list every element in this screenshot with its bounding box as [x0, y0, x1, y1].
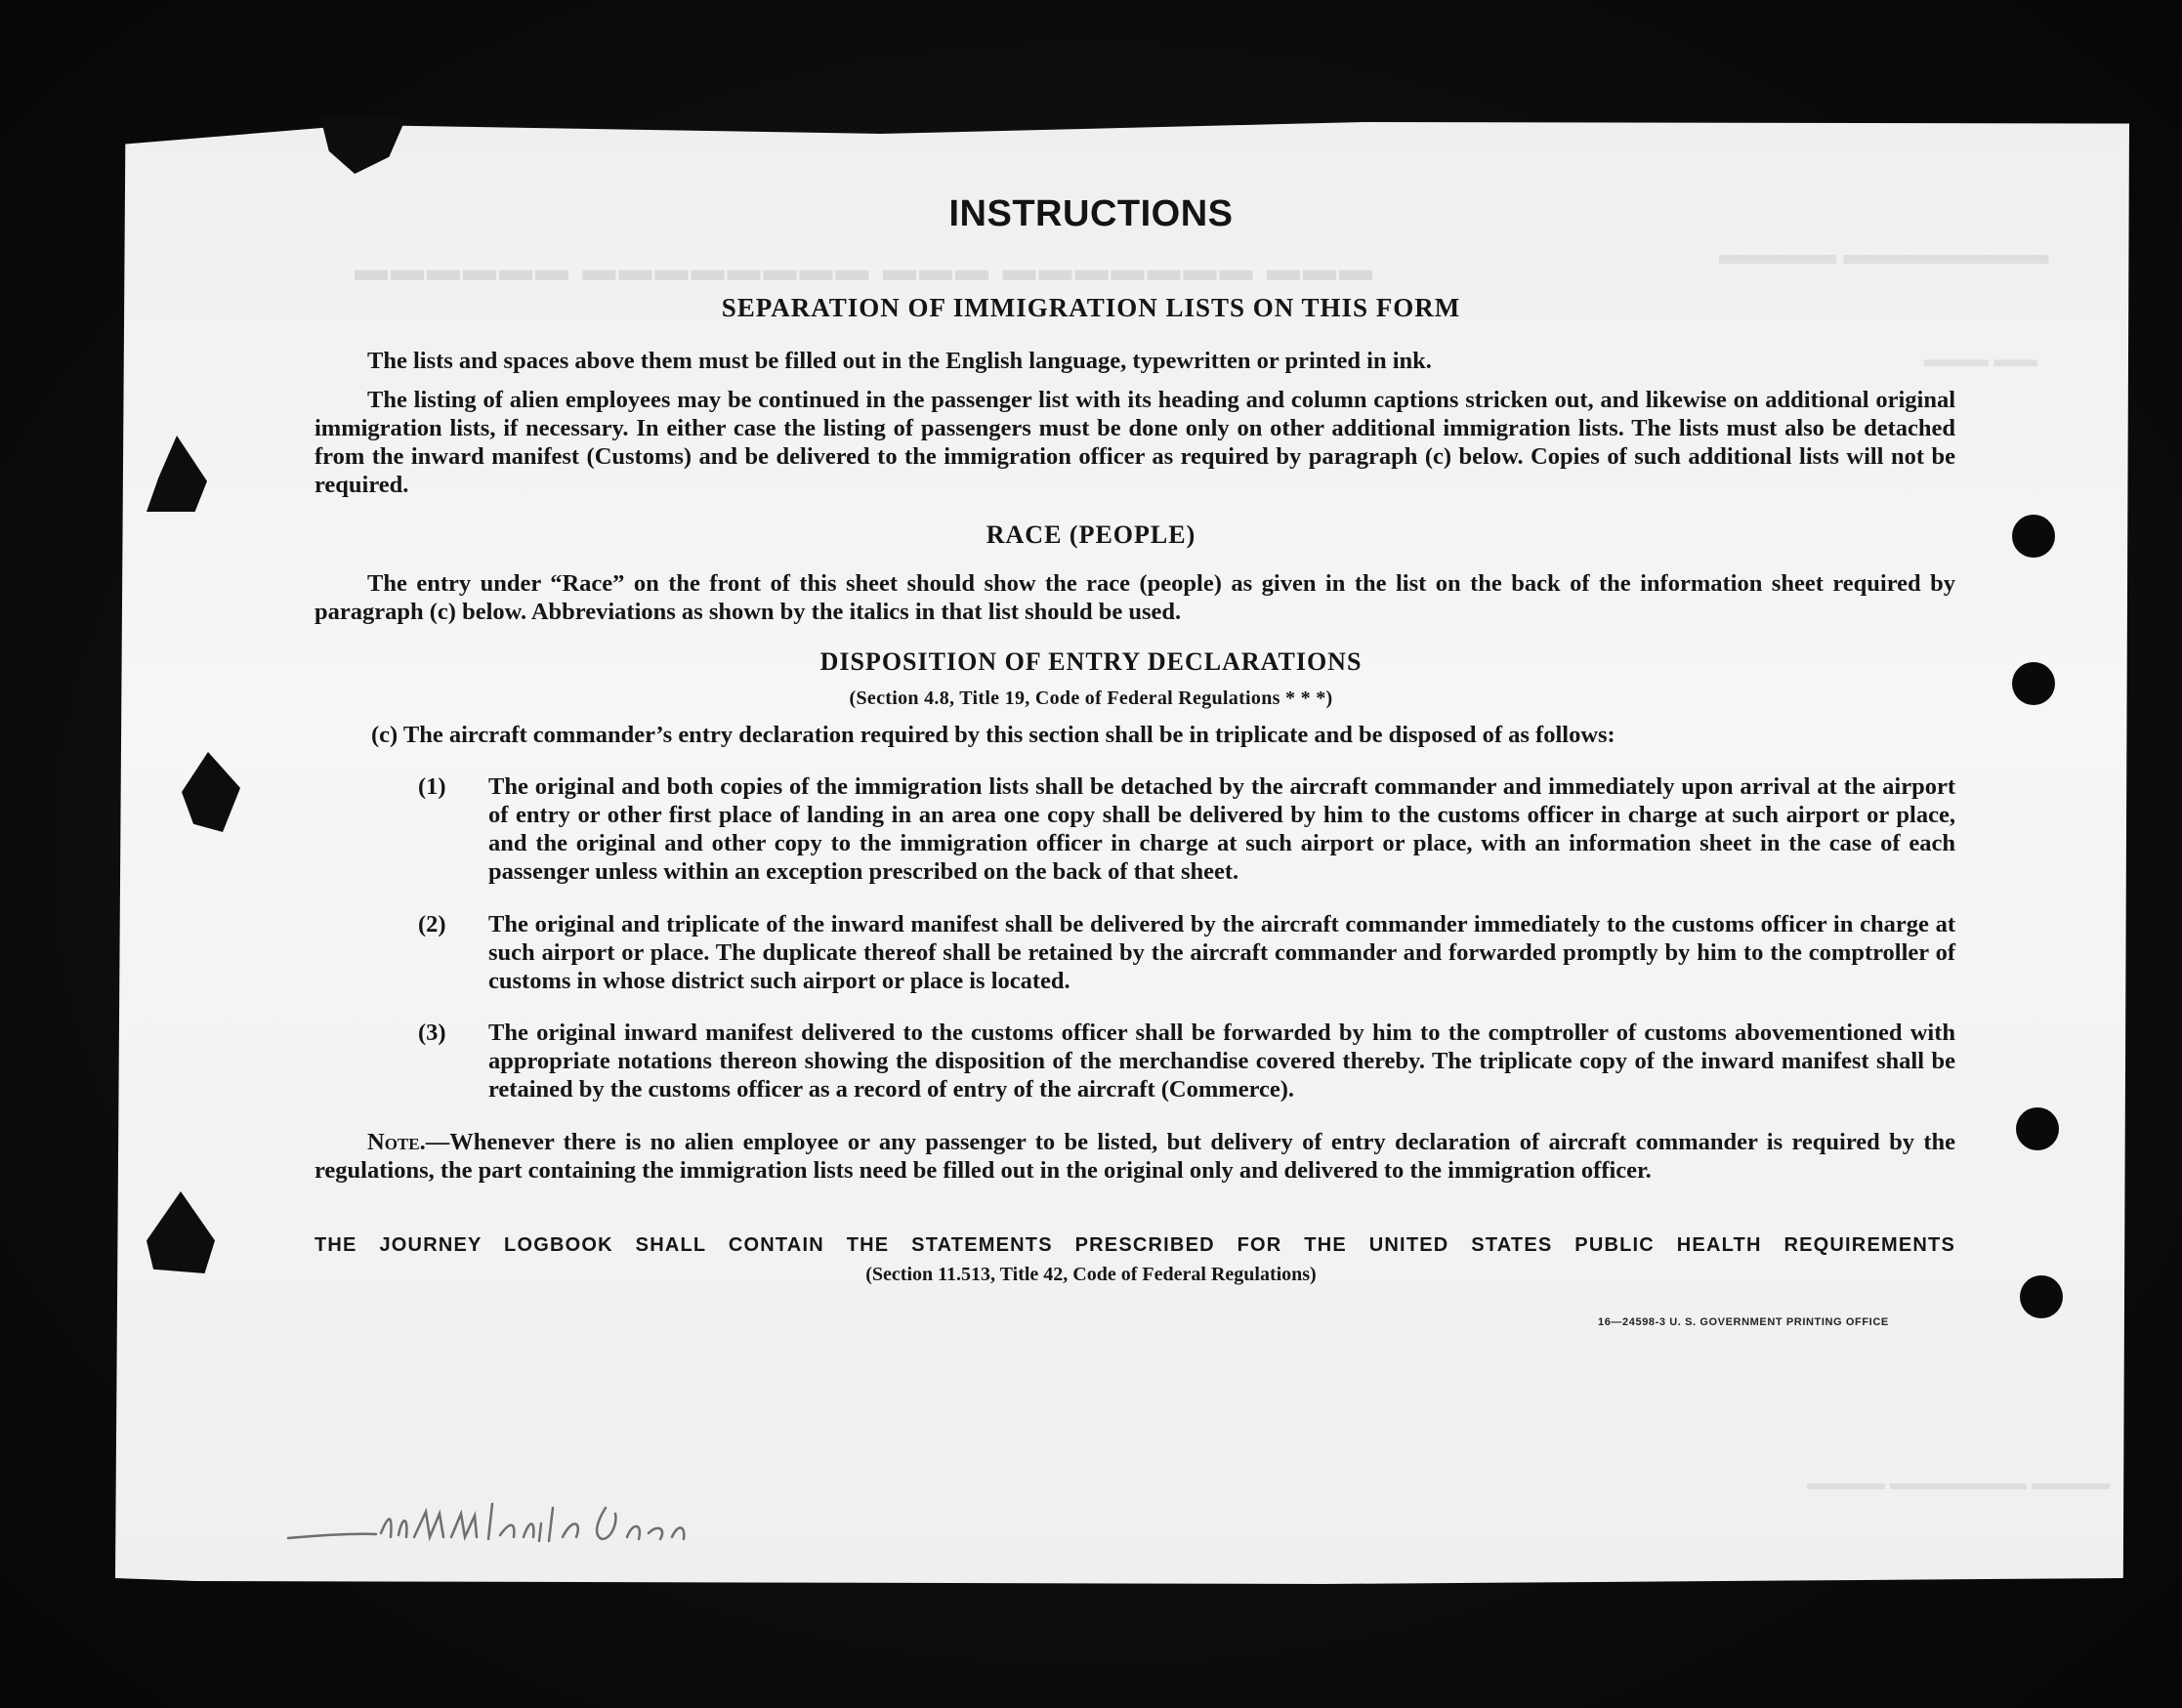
bleed-through-text: ▬▬▬ ▬▬▬▬▬▬▬ ▬▬▬ ▬▬▬▬▬▬▬▬ ▬▬▬▬▬▬	[352, 252, 1372, 288]
item-text: The original inward manifest delivered to the customs officer shall be forwarded by him to the comptroller of customs abovementioned with appropriate notations thereon showing the disposition of the merchandise covered thereby. The triplicate copy of the inward manifest shall be retained by the customs officer as a record of entry of the aircraft (Commerce).	[488, 1020, 1955, 1103]
note-text: —Whenever there is no alien employee or any passenger to be listed, but delivery of entry declaration of aircraft commander is required by the regulations, the part containing the immigration lists need be filled out in the original only and delivered to the immigration officer.	[315, 1129, 1955, 1184]
bleed-through-text: ▬▬▬ ▬▬	[1924, 347, 2037, 371]
disposition-item-2	[418, 910, 1955, 995]
bleed-through-text: ▬▬▬▬ ▬▬▬▬▬▬▬	[1719, 238, 2049, 271]
logbook-statement: THE JOURNEY LOGBOOK SHALL CONTAIN THE STATEMENTS PRESCRIBED FOR THE UNITED STATES PUBLIC HEALTH REQUIREMENTS	[315, 1234, 1955, 1256]
punch-hole	[2016, 1107, 2059, 1150]
item-number: (3)	[418, 1020, 446, 1046]
logbook-citation: (Section 11.513, Title 42, Code of Federal Regulations)	[865, 1264, 1317, 1285]
race-heading: RACE (PEOPLE)	[986, 521, 1196, 549]
item-number: (1)	[418, 773, 446, 800]
disposition-intro: (c) The aircraft commander’s entry declaration required by this section shall be in triplicate and be disposed of as follows:	[371, 722, 1616, 748]
separation-paragraph-2: The listing of alien employees may be continued in the passenger list with its heading and column captions stricken out, and likewise on additional original immigration lists, if necessary. In either case the listing of passengers must be done only on other additional immigration lists. The lists must also be detached from the inward manifest (Customs) and be delivered to the immigration officer as required by paragraph (c) below. Copies of such additional lists will not be required.	[315, 387, 1955, 498]
disposition-item-1	[418, 772, 1955, 886]
note-label: Note.	[367, 1129, 426, 1155]
disposition-heading: DISPOSITION OF ENTRY DECLARATIONS	[819, 647, 1363, 676]
separation-paragraph-1: The lists and spaces above them must be filled out in the English language, typewritten or printed in ink.	[367, 348, 1432, 374]
page-title: INSTRUCTIONS	[948, 193, 1234, 234]
item-text: The original and both copies of the immigration lists shall be detached by the aircraft commander and immediately upon arrival at the airport of entry or other first place of landing in an area one copy shall be delivered by him to the customs officer in charge at such airport or place, and the original and other copy to the immigration officer in charge at such airport or place, with an information sheet in the case of each passenger unless within an exception prescribed on the back of that sheet.	[488, 773, 1955, 885]
bleed-through-text: ▬▬▬▬ ▬▬▬▬▬▬▬ ▬▬▬▬	[1807, 1473, 2110, 1494]
disposition-subheading: (Section 4.8, Title 19, Code of Federal Regulations * * *)	[849, 687, 1333, 709]
disposition-item-3	[418, 1019, 1955, 1104]
note-paragraph	[315, 1128, 1955, 1185]
printer-imprint: 16—24598-3 U. S. GOVERNMENT PRINTING OFFICE	[1598, 1316, 1889, 1328]
item-number: (2)	[418, 911, 446, 937]
item-text: The original and triplicate of the inward manifest shall be delivered by the aircraft commander immediately to the customs officer in charge at such airport or place. The duplicate thereof shall be retained by the aircraft commander and forwarded promptly by him to the comptroller of customs in whose district such airport or place is located.	[488, 911, 1955, 994]
separation-heading: SEPARATION OF IMMIGRATION LISTS ON THIS FORM	[721, 293, 1461, 322]
race-paragraph: The entry under “Race” on the front of this sheet should show the race (people) as given in the list on the back of the information sheet required by paragraph (c) below. Abbreviations as shown by the italics in that list should be used.	[315, 570, 1955, 625]
